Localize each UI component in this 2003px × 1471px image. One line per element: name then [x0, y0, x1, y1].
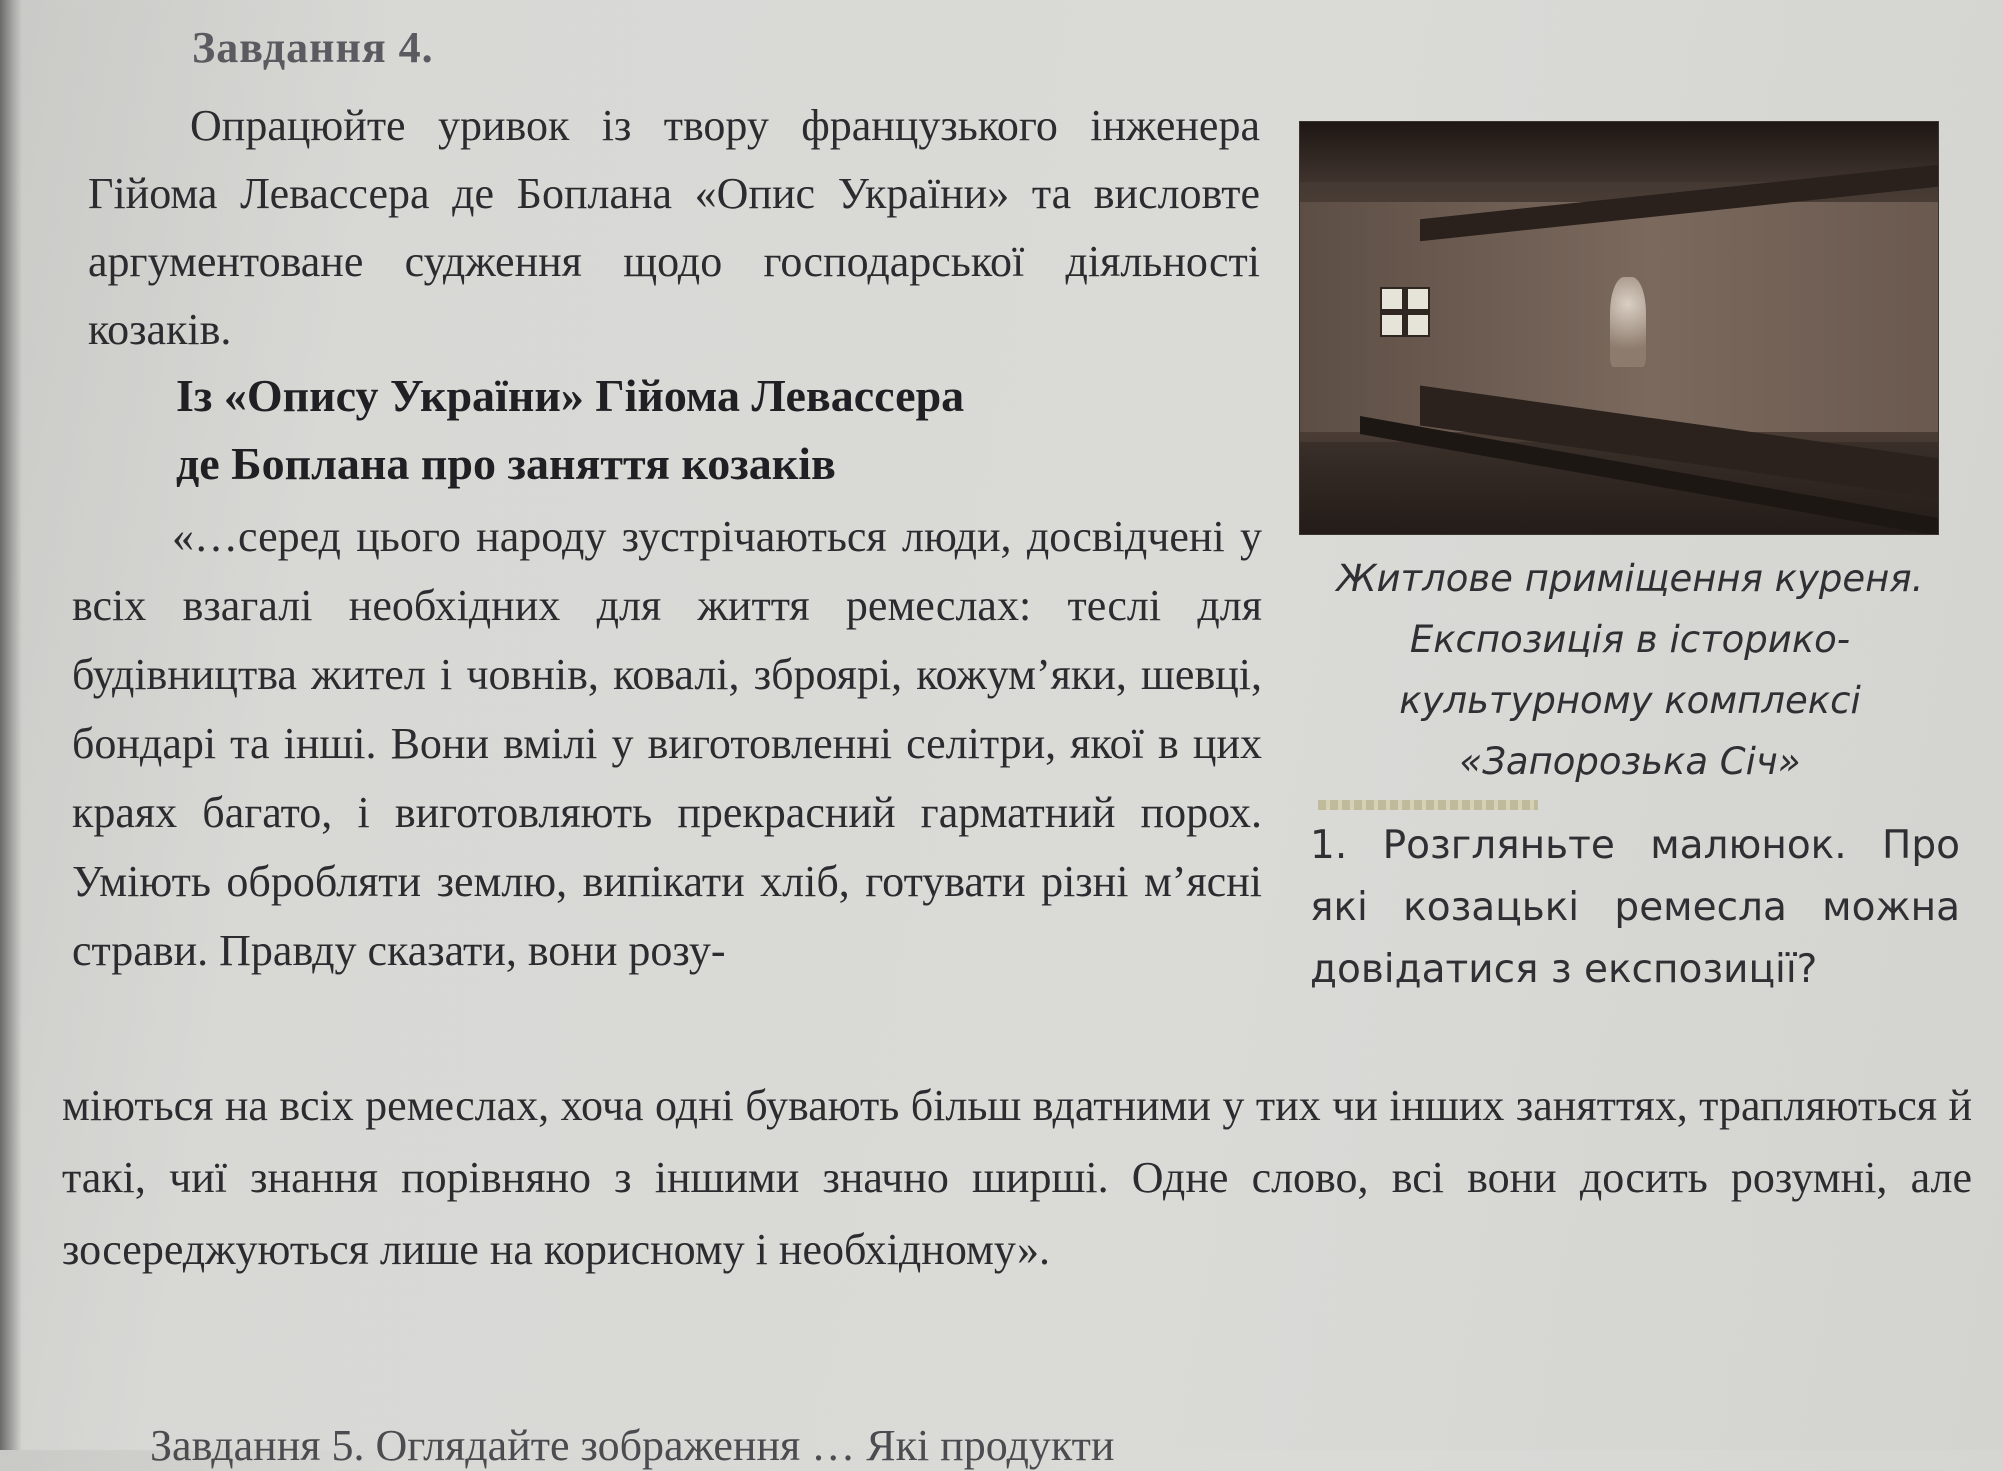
photo-lamp: [1610, 277, 1646, 367]
caption-line1: Житлове приміщення куреня.: [1336, 557, 1924, 600]
caption-line4: «Запорозька Січ»: [1459, 740, 1801, 783]
excerpt-text-part2: міються на всіх ремеслах, хоча одні бувають більш вдатними у тих чи інших заняттях, трапляються й такі, чиї знання порівняно з іншими значно ширші. Одне слово, всі вони досить розумні, але зосереджуються лише на корисному і необхідному».: [62, 1081, 1972, 1274]
caption-divider: [1318, 800, 1538, 810]
caption-line2: Експозиція в історико-: [1409, 618, 1851, 661]
task-intro: Опрацюйте уривок із твору французького інженера Гійома Левассера де Боплана «Опис України» та висловте аргументоване судження щодо господарської діяльності козаків.: [88, 101, 1260, 354]
question-text: 1. Розгляньте малюнок. Про які козацькі ремесла можна довідатися з експозиції?: [1310, 823, 1960, 992]
excerpt-text-part1: «…серед цього народу зустрічаються люди, досвідчені у всіх взагалі необхідних для життя ремеслах: теслі для будівництва жител і човнів, ковалі, зброярі, кожум’яки, шевці, бондарі та інші. Вони вмілі у виготовленні селітри, якої в цих краях багато, і виготовляють прекрасний гарматний порох. Уміють обробляти землю, випікати хліб, готувати різні м’ясні страви. Правду сказати, вони розу-: [72, 512, 1262, 975]
book-gutter-shadow: [0, 0, 22, 1450]
caption-line3: культурному комплексі: [1399, 679, 1861, 722]
task-heading: Завдання 4.: [192, 23, 434, 72]
kuren-interior-photo: [1300, 122, 1938, 534]
excerpt-title-line1: Із «Опису України» Гійома Левассера: [176, 370, 965, 421]
photo-ceiling: [1300, 122, 1938, 182]
next-task-fragment: Завдання 5. Оглядайте зображення … Які продукти: [150, 1421, 1115, 1470]
photo-window: [1380, 287, 1430, 337]
photo-caption: [1300, 548, 1960, 792]
excerpt-title: [176, 362, 1126, 498]
excerpt-title-line2: де Боплана про заняття козаків: [176, 438, 836, 489]
